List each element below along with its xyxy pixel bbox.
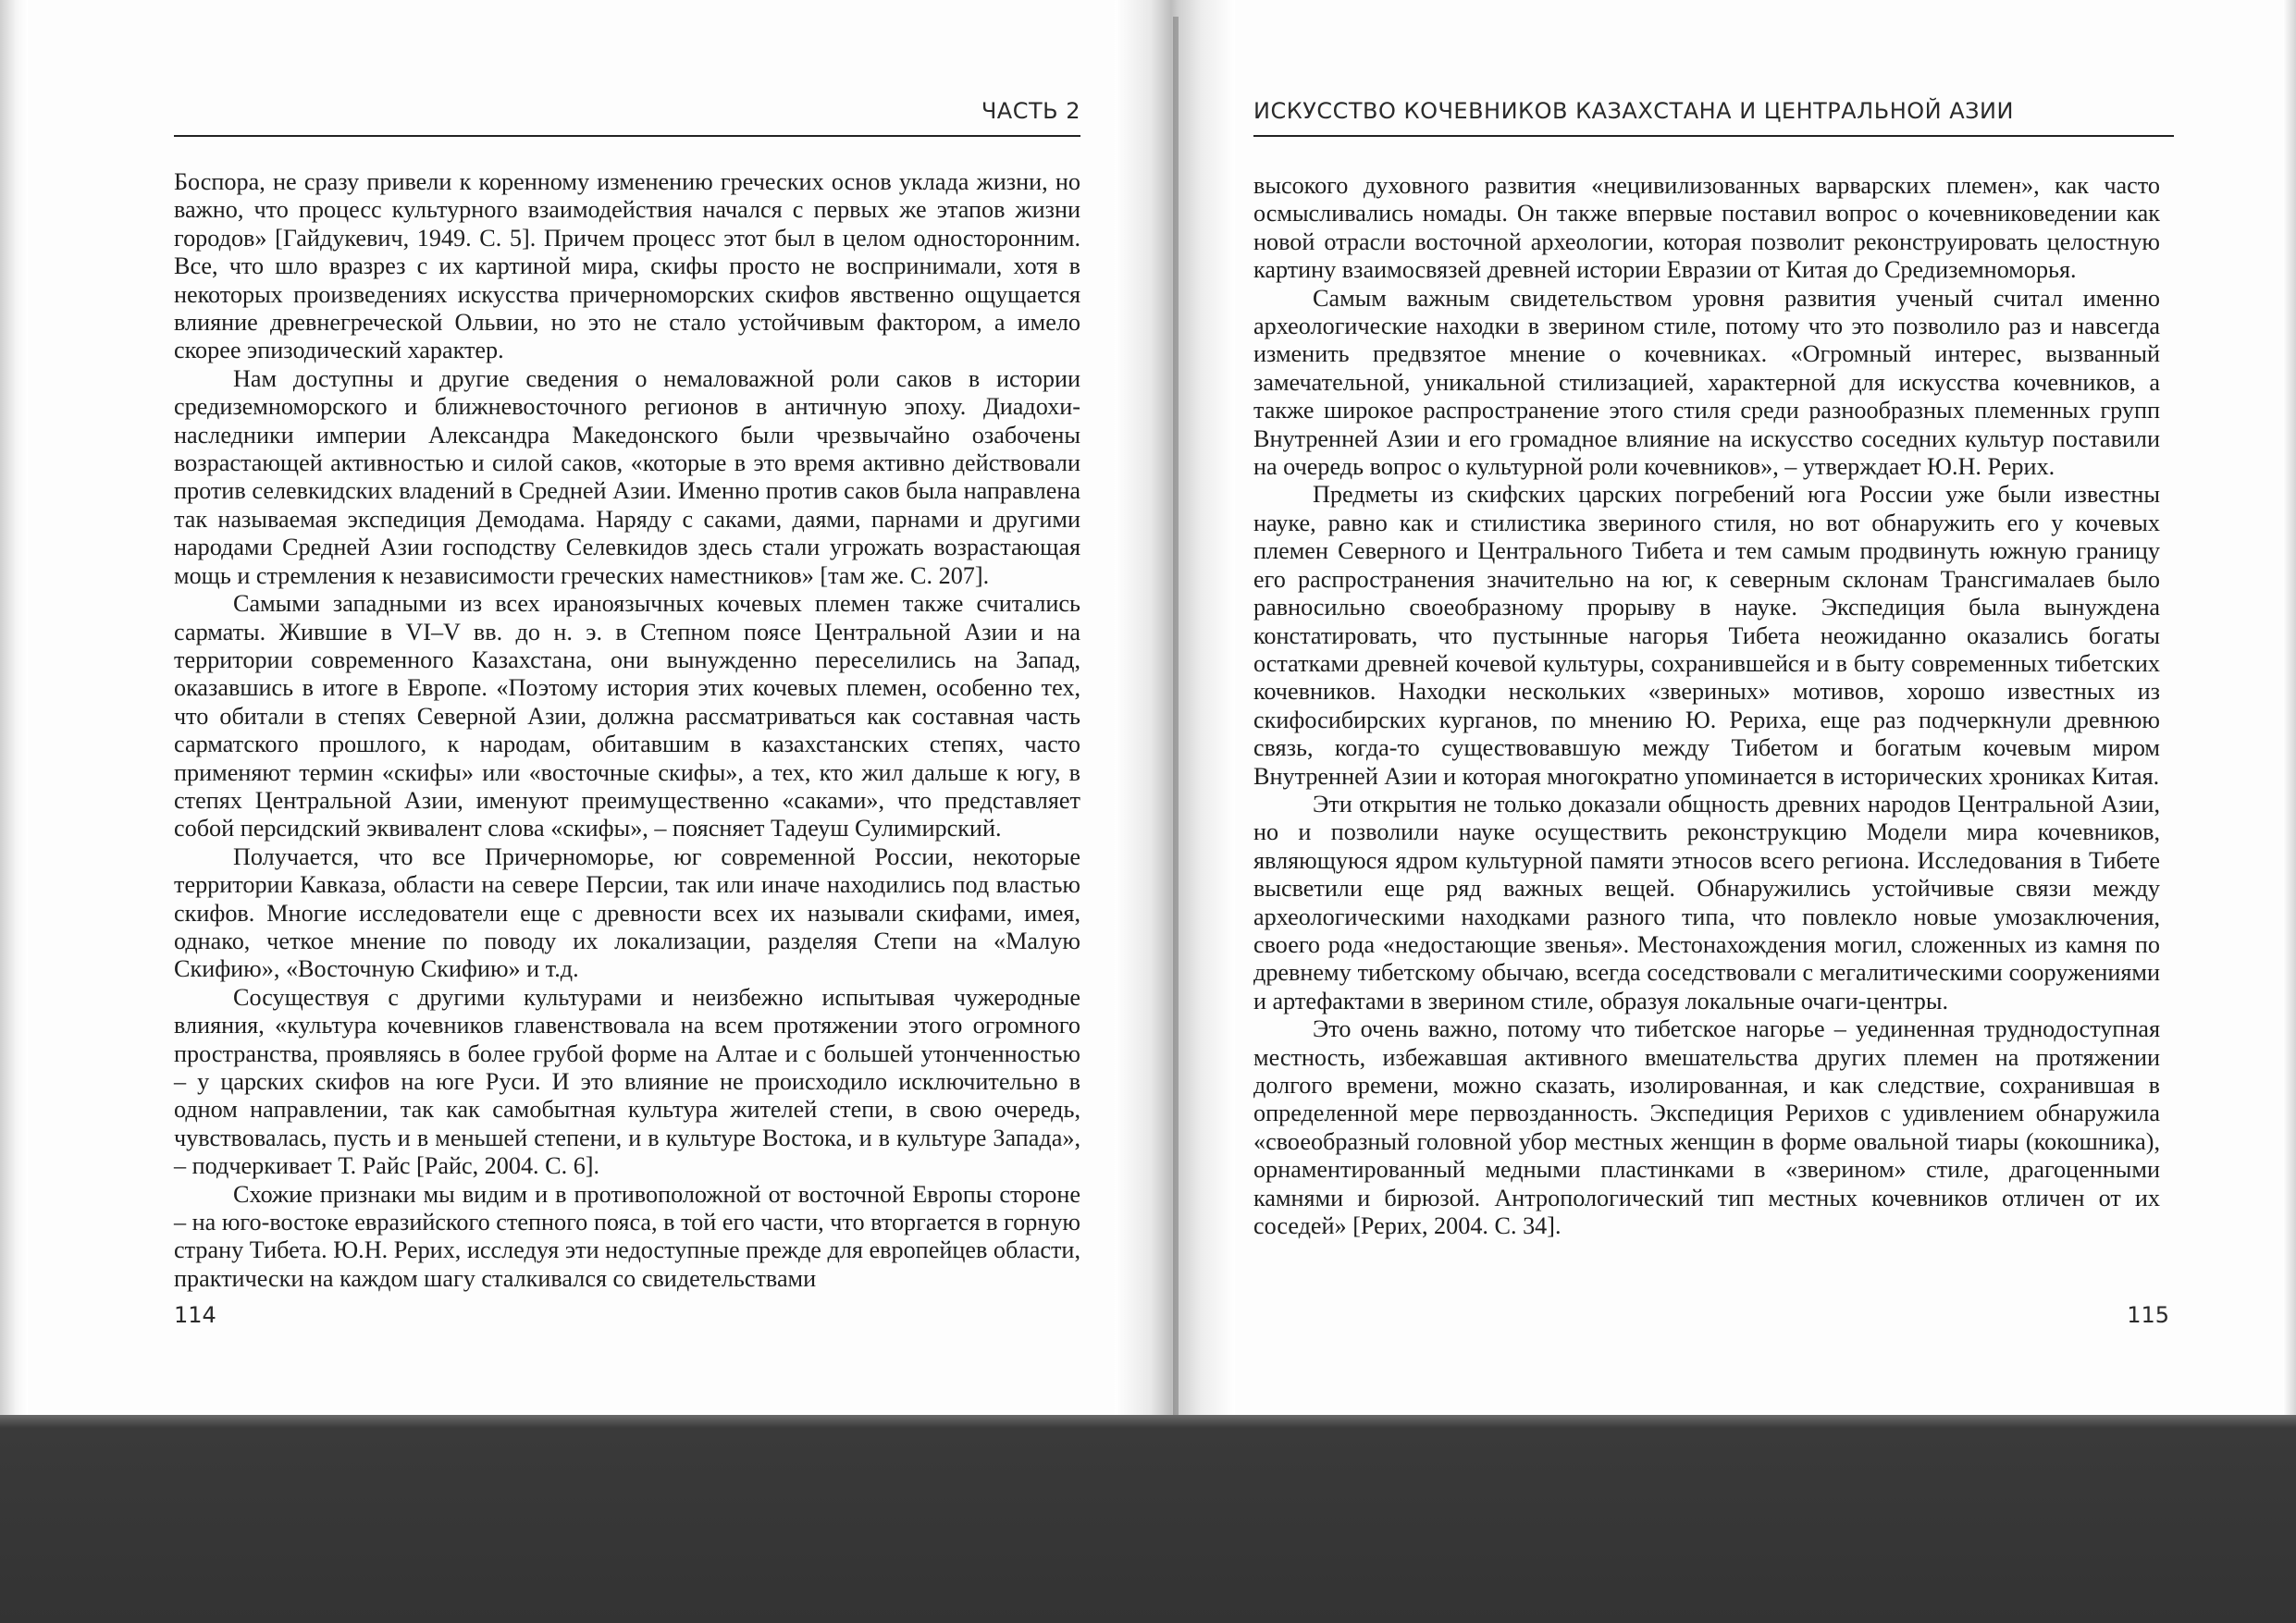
book-right-edge: [2283, 0, 2296, 1415]
right-page-number: 115: [2127, 1302, 2169, 1328]
left-header-rule: [174, 135, 1080, 137]
left-paragraph-2: Нам доступны и другие сведения о немаловажной роли саков в истории средиземноморского и ближневосточного регионов в античную эпоху. Диадохи-наследники империи Александра Македонского были чрезвычайно озабочены возрастающей активностью и силой саков, «которые в это время активно действовали против селевкидских владений в Средней Азии. Именно против саков была направлена так называемая экспедиция Демодама. Наряду с саками, даями, парнами и другими народами Средней Азии господству Селевкидов здесь стали угрожать возрастающая мощь и стремления к независимости греческих наместников» [там же. С. 207].: [174, 364, 1080, 589]
right-running-head: ИСКУССТВО КОЧЕВНИКОВ КАЗАХСТАНА И ЦЕНТРАЛЬНОЙ АЗИИ: [1253, 98, 2014, 124]
right-paragraph-4: Эти открытия не только доказали общность древних народов Центральной Азии, но и позволили науке осуществить реконструкцию Модели мира кочевников, являющуюся ядром культурной памяти этносов всего региона. Исследования в Тибете высветили еще ряд важных вещей. Обнаружились устойчивые связи между археологическими находками разного типа, что повлекло новые умозаключения, своего рода «недостающие звенья». Местонахождения могил, сложенных из камня по древнему тибетскому обычаю, всегда соседствовали с мегалитическими сооружениями и артефактами в зверином стиле, образуя локальные очаги-центры.: [1253, 790, 2160, 1014]
left-running-head: ЧАСТЬ 2: [981, 98, 1080, 124]
right-page-text: [1253, 172, 2160, 1240]
gutter-fold: [1173, 17, 1179, 1418]
left-paragraph-3: Самыми западными из всех ираноязычных кочевых племен также считались сарматы. Жившие в VI–V вв. до н. э. в Степном поясе Центральной Азии и на территории современного Казахстана, они вынужденно переселились на Запад, оказавшись в итоге в Европе. «Поэтому история этих кочевых племен, особенно тех, что обитали в степях Северной Азии, должна рассматриваться как составная часть сарматского прошлого, к народам, обитавшим в казахстанских степях, часто применяют термин «скифы» или «восточные скифы», а тех, кто жил дальше к югу, в степях Центральной Азии, именуют преимущественно «саками», что представляет собой персидский эквивалент слова «скифы», – поясняет Тадеуш Сулимирский.: [174, 590, 1080, 842]
left-paragraph-6: Схожие признаки мы видим и в противоположной от восточной Европы стороне – на юго-востоке евразийского степного пояса, в той его части, что вторгается в горную страну Тибета. Ю.Н. Рерих, исследуя эти недоступные прежде для европейцев области, практически на каждом шагу сталкивался со свидетельствами: [174, 1180, 1080, 1292]
right-paragraph-1: высокого духовного развития «нецивилизованных варварских племен», как часто осмысливались номады. Он также впервые поставил вопрос о кочевниковедении как новой отрасли восточной археологии, которая позволит реконструировать целостную картину взаимосвязей древней истории Евразии от Китая до Средиземноморья.: [1253, 172, 2160, 284]
right-header-rule: [1253, 135, 2174, 137]
left-page-text: [174, 168, 1080, 1293]
right-paragraph-5: Это очень важно, потому что тибетское нагорье – уединенная труднодоступная местность, избежавшая активного вмешательства других племен на протяжении долгого времени, можно сказать, изолированная, и как следствие, сохранившая в определенной мере первозданность. Экспедиция Рерихов с удивлением обнаружила «своеобразный головной убор местных женщин в форме овальной тиары (кокошника), орнаментированный медными пластинками в «зверином» стиле, драгоценными камнями и бирюзой. Антропологический тип местных кочевников отличен от их соседей» [Рерих, 2004. С. 34].: [1253, 1015, 2160, 1240]
right-paragraph-2: Самым важным свидетельством уровня развития ученый считал именно археологические находки в зверином стиле, потому что это позволило раз и навсегда изменить предвзятое мнение о кочевниках. «Огромный интерес, вызванный замечательной, уникальной стилизацией, характерной для искусства кочевников, а также широкое распространение этого стиля среди разнообразных племенных групп Внутренней Азии и его громадное влияние на искусство соседних культур поставили на очередь вопрос о культурной роли кочевников», – утверждает Ю.Н. Рерих.: [1253, 284, 2160, 481]
book-left-edge: [0, 0, 28, 1415]
left-paragraph-1: Боспора, не сразу привели к коренному изменению греческих основ уклада жизни, но важно, что процесс культурного взаимодействия начался с первых же этапов жизни городов» [Гайдукевич, 1949. С. 5]. Причем процесс этот был в целом односторонним. Все, что шло вразрез с их картиной мира, скифы просто не воспринимали, хотя в некоторых произведениях искусства причерноморских скифов явственно ощущается влияние древнегреческой Ольвии, но это не стало устойчивым фактором, а имело скорее эпизодический характер.: [174, 168, 1080, 364]
scanner-dark-band: [0, 1415, 2296, 1623]
right-paragraph-3: Предметы из скифских царских погребений юга России уже были известны науке, равно как и стилистика звериного стиля, но вот обнаружить его у кочевых племен Северного и Центрального Тибета и тем самым продвинуть южную границу его распространения значительно на юг, к северным склонам Трансгималаев было равносильно своеобразному прорыву в науке. Экспедиция была вынуждена констатировать, что пустынные нагорья Тибета неожиданно оказались богаты остатками древней кочевой культуры, сохранившейся и в быту современных тибетских кочевников. Находки нескольких «звериных» мотивов, хорошо известных из скифосибирских курганов, по мнению Ю. Рериха, еще раз подчеркнули древнюю связь, когда-то существовавшую между Тибетом и богатым кочевым миром Внутренней Азии и которая многократно упоминается в исторических хрониках Китая.: [1253, 481, 2160, 790]
left-page-number: 114: [174, 1302, 216, 1328]
left-paragraph-4: Получается, что все Причерноморье, юг современной России, некоторые территории Кавказа, области на севере Персии, так или иначе находились под властью скифов. Многие исследователи еще с древности всех их называли скифами, имея, однако, четкое мнение по поводу их локализации, разделяя Степи на «Малую Скифию», «Восточную Скифию» и т.д.: [174, 842, 1080, 983]
left-paragraph-5: Сосуществуя с другими культурами и неизбежно испытывая чужеродные влияния, «культура кочевников главенствовала на всем протяжении этого огромного пространства, проявляясь в более грубой форме на Алтае и с большей утонченностью – у царских скифов на юге Руси. И это влияние не происходило исключительно в одном направлении, так как самобытная культура жителей степи, в свою очередь, чувствовалась, пусть и в меньшей степени, и в культуре Востока, и в культуре Запада», – подчеркивает Т. Райс [Райс, 2004. С. 6].: [174, 983, 1080, 1180]
